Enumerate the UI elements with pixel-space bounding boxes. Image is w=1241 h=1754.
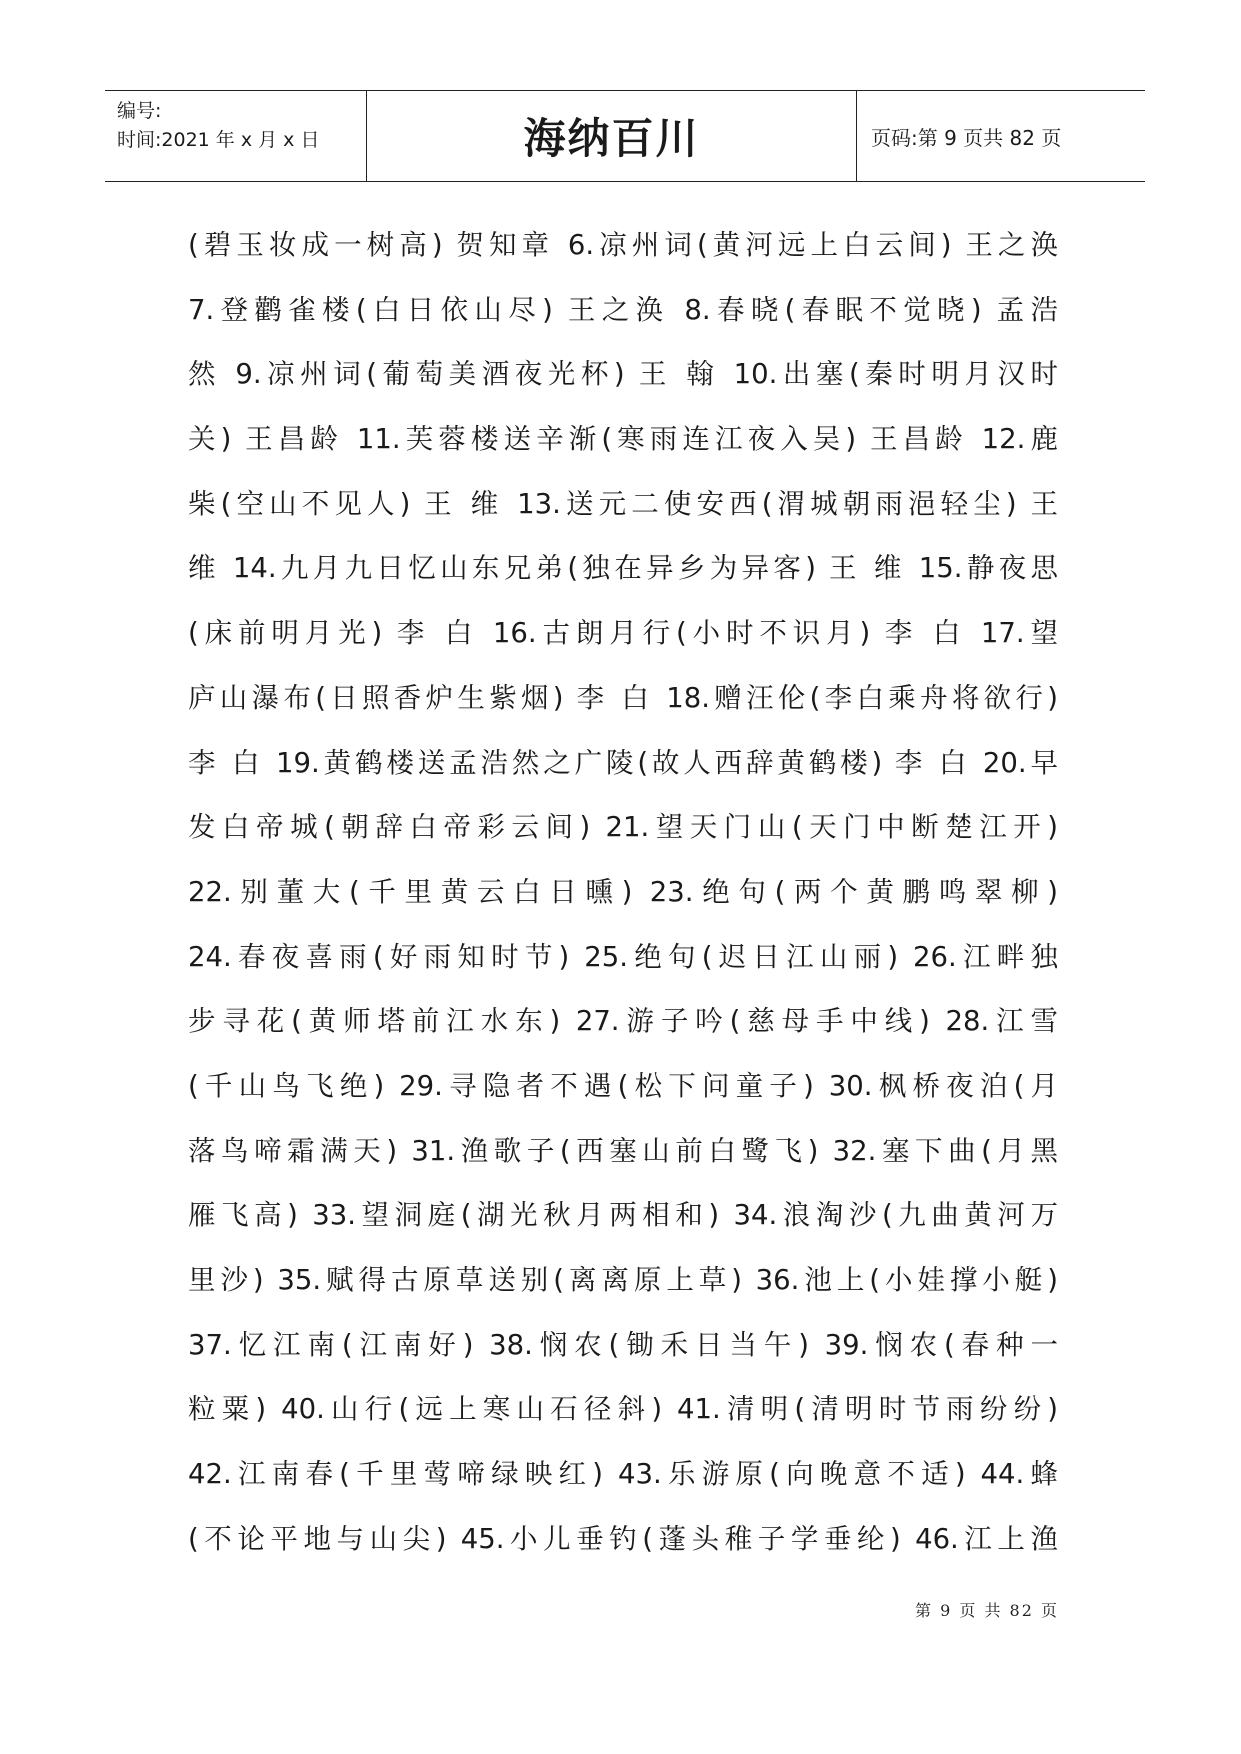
header-page-label: 页码:第 9 页共 82 页 bbox=[871, 125, 1062, 150]
body-line: 22.别董大(千里黄云白日曛) 23.绝句(两个黄鹏鸣翠柳) bbox=[188, 875, 1058, 908]
body-line: 李 白 19.黄鹤楼送孟浩然之广陵(故人西辞黄鹤楼) 李 白 20.早 bbox=[188, 746, 1058, 779]
document-time-label: 时间:2021 年 x 月 x 日 bbox=[117, 129, 320, 151]
body-line: (千山鸟飞绝) 29.寻隐者不遇(松下问童子) 30.枫桥夜泊(月 bbox=[188, 1069, 1058, 1102]
body-line: 柴(空山不见人) 王 维 13.送元二使安西(渭城朝雨浥轻尘) 王 bbox=[188, 487, 1058, 520]
body-line: 42.江南春(千里莺啼绿映红) 43.乐游原(向晚意不适) 44.蜂 bbox=[188, 1458, 1058, 1491]
body-line: 24.春夜喜雨(好雨知时节) 25.绝句(迟日江山丽) 26.江畔独 bbox=[188, 940, 1058, 973]
body-line: 落鸟啼霜满天) 31.渔歌子(西塞山前白鹭飞) 32.塞下曲(月黑 bbox=[188, 1134, 1058, 1167]
body-line: 37.忆江南(江南好) 38.悯农(锄禾日当午) 39.悯农(春种一 bbox=[188, 1328, 1058, 1361]
body-line: 雁飞高) 33.望洞庭(湖光秋月两相和) 34.浪淘沙(九曲黄河万 bbox=[188, 1199, 1058, 1232]
document-body bbox=[188, 213, 1058, 1571]
body-line: (床前明月光) 李 白 16.古朗月行(小时不识月) 李 白 17.望 bbox=[188, 617, 1058, 650]
body-line: 然 9.凉州词(葡萄美酒夜光杯) 王 翰 10.出塞(秦时明月汉时 bbox=[188, 358, 1058, 391]
body-line: 维 14.九月九日忆山东兄弟(独在异乡为异客) 王 维 15.静夜思 bbox=[188, 552, 1058, 585]
body-line: 关) 王昌龄 11.芙蓉楼送辛渐(寒雨连江夜入吴) 王昌龄 12.鹿 bbox=[188, 423, 1058, 456]
document-number-label: 编号: bbox=[117, 100, 162, 122]
document-title: 海纳百川 bbox=[367, 91, 857, 181]
body-line: 庐山瀑布(日照香炉生紫烟) 李 白 18.赠汪伦(李白乘舟将欲行) bbox=[188, 681, 1058, 714]
header-meta bbox=[105, 91, 367, 181]
body-line: (不论平地与山尖) 45.小儿垂钓(蓬头稚子学垂纶) 46.江上渔 bbox=[188, 1522, 1058, 1555]
body-line: 7.登鹳雀楼(白日依山尽) 王之涣 8.春晓(春眠不觉晓) 孟浩 bbox=[188, 293, 1058, 326]
body-line: (碧玉妆成一树高) 贺知章 6.凉州词(黄河远上白云间) 王之涣 bbox=[188, 229, 1058, 261]
body-line: 步寻花(黄师塔前江水东) 27.游子吟(慈母手中线) 28.江雪 bbox=[188, 1005, 1058, 1038]
body-line: 里沙) 35.赋得古原草送别(离离原上草) 36.池上(小娃撑小艇) bbox=[188, 1264, 1058, 1296]
page-footer: 第 9 页 共 82 页 bbox=[915, 1601, 1059, 1620]
body-line: 发白帝城(朝辞白帝彩云间) 21.望天门山(天门中断楚江开) bbox=[188, 811, 1058, 844]
document-header bbox=[105, 90, 1145, 182]
body-line: 粒粟) 40.山行(远上寒山石径斜) 41.清明(清明时节雨纷纷) bbox=[188, 1393, 1058, 1426]
